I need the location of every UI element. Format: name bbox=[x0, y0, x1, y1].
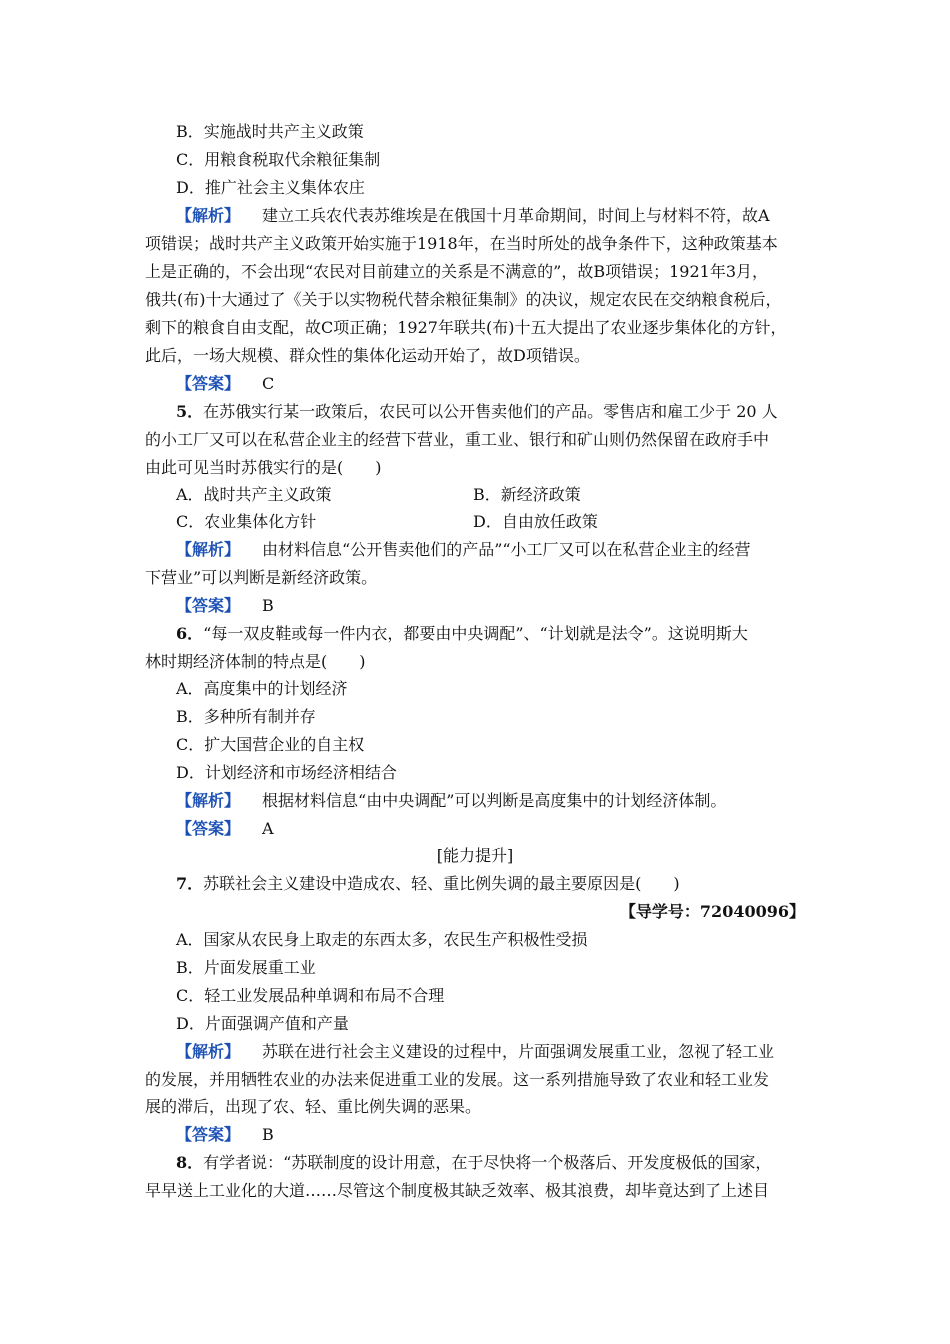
q4-option-d: D．推广社会主义集体农庄 bbox=[176, 178, 365, 197]
question-number: 8． bbox=[176, 1153, 204, 1172]
question-text: 苏联社会主义建设中造成农、轻、重比例失调的最主要原因是( ) bbox=[203, 874, 680, 893]
analysis-text: 苏联在进行社会主义建设的过程中，片面强调发展重工业，忽视了轻工业 bbox=[262, 1042, 775, 1061]
analysis-tag: 【解析】 bbox=[176, 206, 241, 225]
answer-value: B bbox=[262, 1125, 274, 1144]
analysis-tag: 【解析】 bbox=[176, 791, 241, 810]
q4-analysis-first-line bbox=[176, 202, 836, 230]
q6-option-b: B．多种所有制并存 bbox=[176, 707, 316, 726]
analysis-text: 建立工兵农代表苏维埃是在俄国十月革命期间，时间上与材料不符，故A bbox=[262, 206, 770, 225]
q5-option-b: B．新经济政策 bbox=[473, 485, 581, 504]
answer-value: B bbox=[262, 596, 274, 615]
answer-value: C bbox=[262, 374, 275, 393]
q5-stem-line: 由此可见当时苏俄实行的是( ) bbox=[145, 458, 382, 477]
q6-option-d: D．计划经济和市场经济相结合 bbox=[176, 763, 397, 782]
q5-analysis-first-line bbox=[176, 536, 836, 564]
q5-analysis-line: 下营业”可以判断是新经济政策。 bbox=[145, 568, 378, 587]
q5-stem-first-line bbox=[176, 398, 836, 426]
q6-option-c: C．扩大国营企业的自主权 bbox=[176, 735, 365, 754]
answer-tag: 【答案】 bbox=[176, 596, 241, 615]
analysis-tag: 【解析】 bbox=[176, 540, 241, 559]
q7-option-c: C．轻工业发展品种单调和布局不合理 bbox=[176, 986, 445, 1005]
q7-analysis-first-line bbox=[176, 1038, 836, 1066]
q4-analysis-line: 上是正确的，不会出现“农民对目前建立的关系是不满意的”，故B项错误；1921年3月， bbox=[145, 262, 769, 281]
question-number: 7． bbox=[176, 874, 204, 893]
question-number: 5． bbox=[176, 402, 204, 421]
q5-option-a: A．战时共产主义政策 bbox=[176, 485, 332, 504]
q7-analysis-line: 的发展，并用牺牲农业的办法来促进重工业的发展。这一系列措施导致了农业和轻工业发 bbox=[145, 1070, 770, 1089]
section-title: [能力提升] bbox=[436, 846, 514, 865]
guide-number: 【导学号：72040096】 bbox=[619, 902, 805, 921]
q5-stem-line: 的小工厂又可以在私营企业主的经营下营业，重工业、银行和矿山则仍然保留在政府手中 bbox=[145, 430, 770, 449]
question-text: “每一双皮鞋或每一件内衣，都要由中央调配”、“计划就是法令”。这说明斯大 bbox=[203, 624, 748, 643]
analysis-tag: 【解析】 bbox=[176, 1042, 241, 1061]
q7-answer bbox=[176, 1121, 836, 1149]
q5-option-c: C．农业集体化方针 bbox=[176, 512, 317, 531]
q4-answer bbox=[176, 370, 836, 398]
q6-answer bbox=[176, 815, 836, 843]
q4-analysis-line: 项错误；战时共产主义政策开始实施于1918年，在当时所处的战争条件下，这种政策基本 bbox=[145, 234, 778, 253]
q6-stem-first-line bbox=[176, 620, 836, 648]
q5-option-d: D．自由放任政策 bbox=[473, 512, 598, 531]
q7-analysis-line: 展的滞后，出现了农、轻、重比例失调的恶果。 bbox=[145, 1097, 482, 1116]
q4-analysis-line: 俄共(布)十大通过了《关于以实物税代替余粮征集制》的决议，规定农民在交纳粮食税后， bbox=[145, 290, 782, 309]
q4-option-c: C．用粮食税取代余粮征集制 bbox=[176, 150, 381, 169]
question-text: 在苏俄实行某一政策后，农民可以公开售卖他们的产品。零售店和雇工少于 20 人 bbox=[203, 402, 778, 421]
question-text: 有学者说：“苏联制度的设计用意，在于尽快将一个极落后、开发度极低的国家， bbox=[203, 1153, 772, 1172]
q5-options-row bbox=[176, 481, 836, 509]
q5-options-row bbox=[176, 508, 836, 536]
q5-answer bbox=[176, 592, 836, 620]
q6-option-a: A．高度集中的计划经济 bbox=[176, 679, 348, 698]
analysis-text: 根据材料信息“由中央调配”可以判断是高度集中的计划经济体制。 bbox=[262, 791, 727, 810]
answer-value: A bbox=[262, 819, 274, 838]
q7-option-b: B．片面发展重工业 bbox=[176, 958, 316, 977]
q4-analysis-line: 此后，一场大规模、群众性的集体化运动开始了，故D项错误。 bbox=[145, 346, 590, 365]
answer-tag: 【答案】 bbox=[176, 1125, 241, 1144]
analysis-text: 由材料信息“公开售卖他们的产品”“小工厂又可以在私营企业主的经营 bbox=[262, 540, 751, 559]
q6-stem-line: 林时期经济体制的特点是( ) bbox=[145, 652, 366, 671]
q8-stem-first-line bbox=[176, 1149, 836, 1177]
q7-option-d: D．片面强调产值和产量 bbox=[176, 1014, 349, 1033]
q6-analysis bbox=[176, 787, 836, 815]
q7-option-a: A．国家从农民身上取走的东西太多，农民生产积极性受损 bbox=[176, 930, 588, 949]
question-number: 6． bbox=[176, 624, 204, 643]
answer-tag: 【答案】 bbox=[176, 819, 241, 838]
q7-stem bbox=[176, 870, 836, 898]
q4-analysis-line: 剩下的粮食自由支配，故C项正确；1927年联共(布)十五大提出了农业逐步集体化的方针， bbox=[145, 318, 787, 337]
q4-option-b: B．实施战时共产主义政策 bbox=[176, 122, 364, 141]
answer-tag: 【答案】 bbox=[176, 374, 241, 393]
q8-stem-line: 早早送上工业化的大道……尽管这个制度极其缺乏效率、极其浪费，却毕竟达到了上述目 bbox=[145, 1181, 770, 1200]
